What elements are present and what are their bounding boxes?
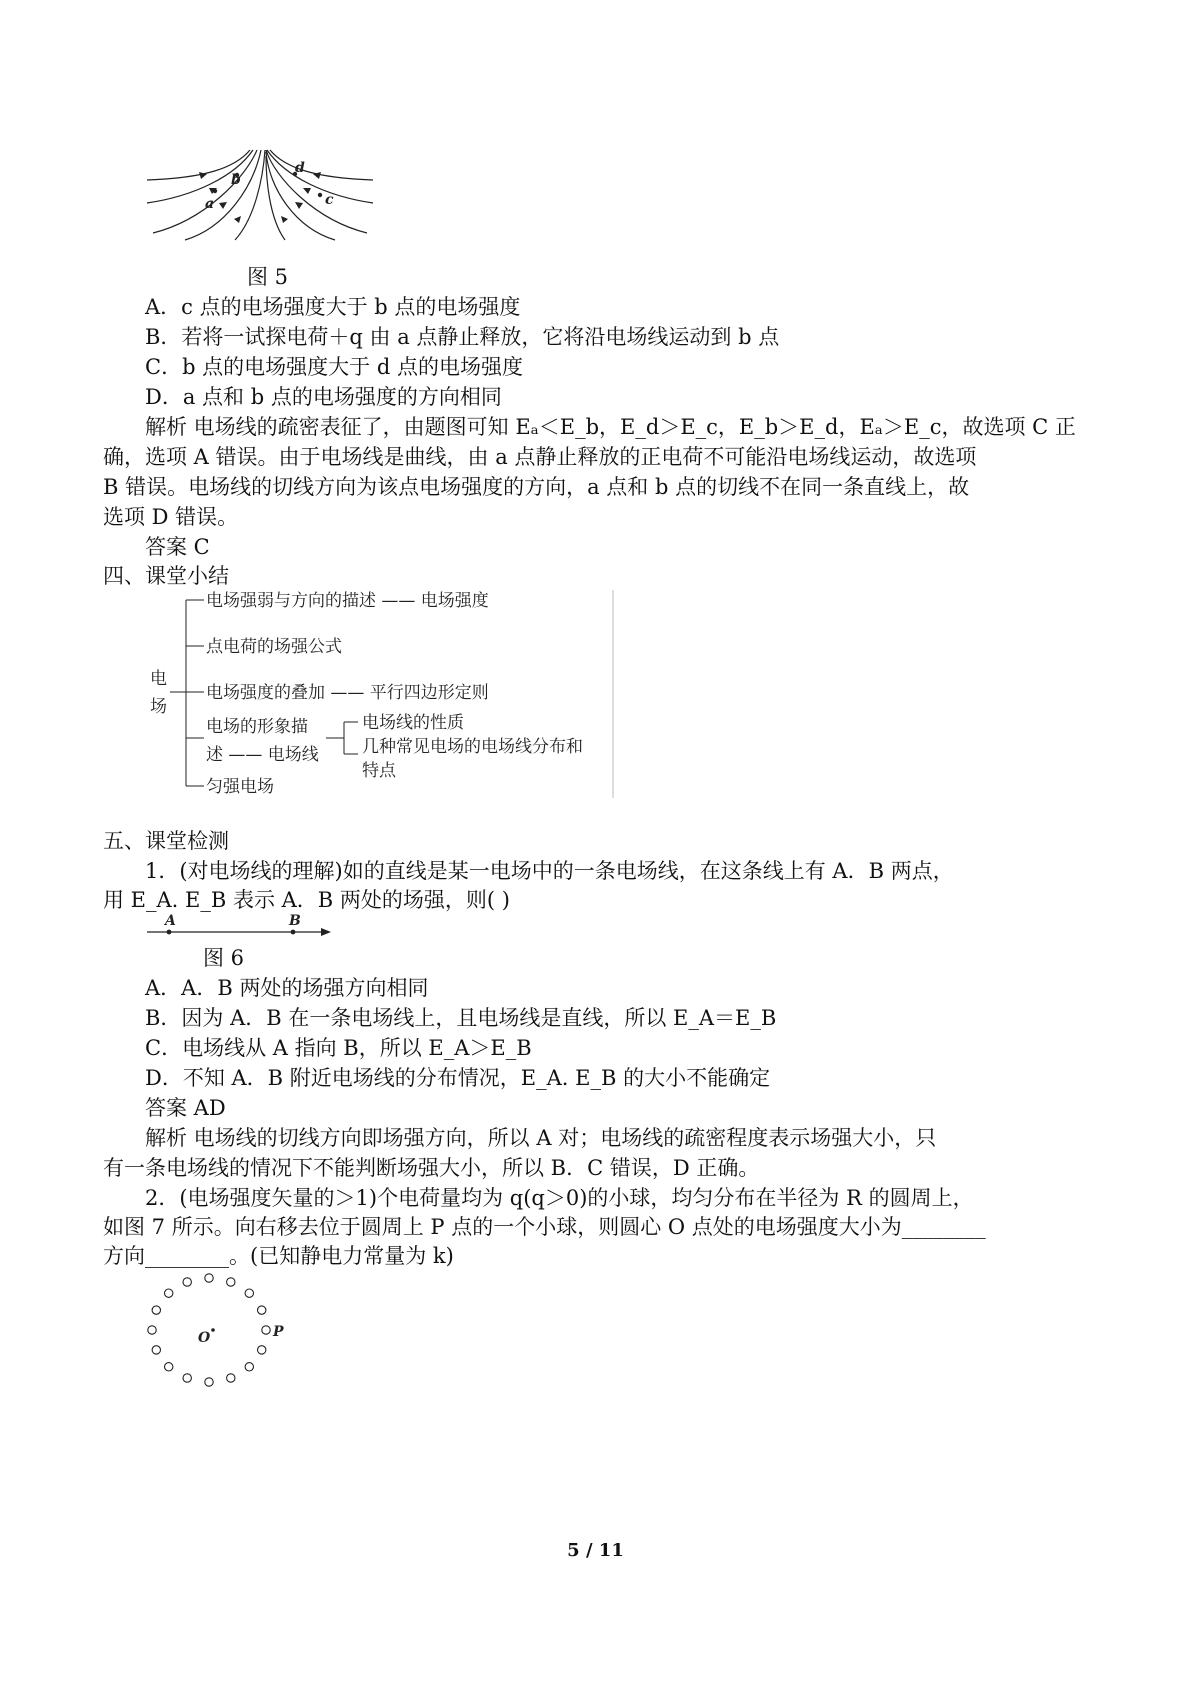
label-c: c bbox=[325, 192, 334, 208]
label-point-b: B bbox=[289, 913, 301, 929]
summary-branch-2: 点电荷的场强公式 bbox=[206, 637, 342, 657]
charged-ball bbox=[152, 1346, 160, 1354]
analysis-2-line-1: 解析 电场线的切线方向即场强方向，所以 A 对；电场线的疏密程度表示场强大小，只 bbox=[145, 1126, 937, 1150]
summary-root-char-2: 场 bbox=[150, 697, 167, 717]
q1-option-d: D．不知 A．B 附近电场线的分布情况，E_A. E_B 的大小不能确定 bbox=[145, 1066, 771, 1090]
label-b: b bbox=[231, 172, 241, 188]
charged-ball bbox=[165, 1289, 173, 1297]
charged-ball bbox=[165, 1363, 173, 1371]
figure-5-caption: 图 5 bbox=[247, 265, 289, 289]
question-2-line-2: 如图 7 所示。向右移去位于圆周上 P 点的一个小球，则圆心 O 点处的电场强度大小为________ bbox=[103, 1215, 986, 1239]
summary-sub-2-line-1: 几种常见电场的电场线分布和 bbox=[362, 737, 583, 757]
section-5-title: 五、课堂检测 bbox=[103, 829, 229, 853]
label-p: P bbox=[273, 1324, 284, 1340]
label-point-a: A bbox=[165, 913, 176, 929]
analysis-1-line-2: 确，选项 A 错误。由于电场线是曲线，由 a 点静止释放的正电荷不可能沿电场线运动，故选项 bbox=[103, 445, 977, 469]
charged-ball bbox=[205, 1378, 213, 1386]
charged-ball bbox=[245, 1363, 253, 1371]
charged-ball bbox=[258, 1346, 266, 1354]
charged-ball bbox=[227, 1374, 235, 1382]
summary-branch-4-line-1: 电场的形象描 bbox=[206, 717, 308, 737]
q1-option-c: C．电场线从 A 指向 B，所以 E_A＞E_B bbox=[145, 1036, 532, 1060]
charged-ball bbox=[148, 1326, 156, 1334]
answer-2: 答案 AD bbox=[145, 1096, 226, 1120]
charged-ball bbox=[227, 1278, 235, 1286]
answer-1: 答案 C bbox=[145, 535, 210, 559]
q1-option-b: B．因为 A．B 在一条电场线上，且电场线是直线，所以 E_A＝E_B bbox=[145, 1006, 777, 1030]
summary-branch-4-line-2: 述 —— 电场线 bbox=[206, 745, 319, 765]
summary-sub-1: 电场线的性质 bbox=[362, 713, 464, 733]
charged-ball bbox=[245, 1289, 253, 1297]
analysis-2-line-2: 有一条电场线的情况下不能判断场强大小，所以 B．C 错误，D 正确。 bbox=[103, 1156, 760, 1180]
figure-6-straight-field-line bbox=[145, 912, 335, 940]
question-2-line-1: 2．(电场强度矢量的＞1)个电荷量均为 q(q＞0)的小球，均匀分布在半径为 R 的圆周上， bbox=[145, 1186, 974, 1210]
analysis-1-line-1: 解析 电场线的疏密表征了，由题图可知 Eₐ＜E_b，E_d＞E_c，E_b＞E_d，Eₐ＞E_c，故选项 C 正 bbox=[145, 415, 1076, 439]
option-c: C．b 点的电场强度大于 d 点的电场强度 bbox=[145, 355, 523, 379]
question-2-line-3: 方向________。(已知静电力常量为 k) bbox=[103, 1244, 454, 1268]
question-1-line-1: 1．(对电场线的理解)如的直线是某一电场中的一条电场线，在这条线上有 A．B 两点， bbox=[145, 859, 954, 883]
question-1-line-2: 用 E_A. E_B 表示 A．B 两处的场强，则( ) bbox=[103, 888, 510, 912]
figure-7-ring-of-charges bbox=[140, 1268, 300, 1398]
charged-ball bbox=[152, 1306, 160, 1314]
figure-6-caption: 图 6 bbox=[203, 946, 245, 970]
charged-ball bbox=[205, 1274, 213, 1282]
analysis-1-line-4: 选项 D 错误。 bbox=[103, 505, 239, 529]
section-4-title: 四、课堂小结 bbox=[103, 564, 229, 588]
option-a: A．c 点的电场强度大于 b 点的电场强度 bbox=[145, 295, 521, 319]
charged-ball bbox=[262, 1326, 270, 1334]
label-a: a bbox=[205, 196, 215, 212]
label-o: O bbox=[198, 1330, 211, 1346]
charged-ball bbox=[258, 1306, 266, 1314]
q1-option-a: A．A．B 两处的场强方向相同 bbox=[145, 976, 429, 1000]
figure-5-field-lines bbox=[145, 148, 375, 243]
charged-ball bbox=[183, 1374, 191, 1382]
analysis-1-line-3: B 错误。电场线的切线方向为该点电场强度的方向，a 点和 b 点的切线不在同一条直线上，故 bbox=[103, 475, 970, 499]
summary-branch-1: 电场强弱与方向的描述 —— 电场强度 bbox=[206, 591, 489, 611]
label-d: d bbox=[295, 160, 305, 176]
charged-ball bbox=[183, 1278, 191, 1286]
option-b: B．若将一试探电荷＋q 由 a 点静止释放，它将沿电场线运动到 b 点 bbox=[145, 325, 780, 349]
summary-branch-3: 电场强度的叠加 —— 平行四边形定则 bbox=[206, 683, 489, 703]
summary-sub-2-line-2: 特点 bbox=[362, 761, 396, 781]
option-d: D．a 点和 b 点的电场强度的方向相同 bbox=[145, 385, 502, 409]
summary-tree-diagram bbox=[140, 588, 620, 800]
summary-branch-5: 匀强电场 bbox=[206, 777, 274, 797]
summary-root-char-1: 电 bbox=[150, 669, 167, 689]
page-number: 5 / 11 bbox=[567, 1540, 624, 1561]
